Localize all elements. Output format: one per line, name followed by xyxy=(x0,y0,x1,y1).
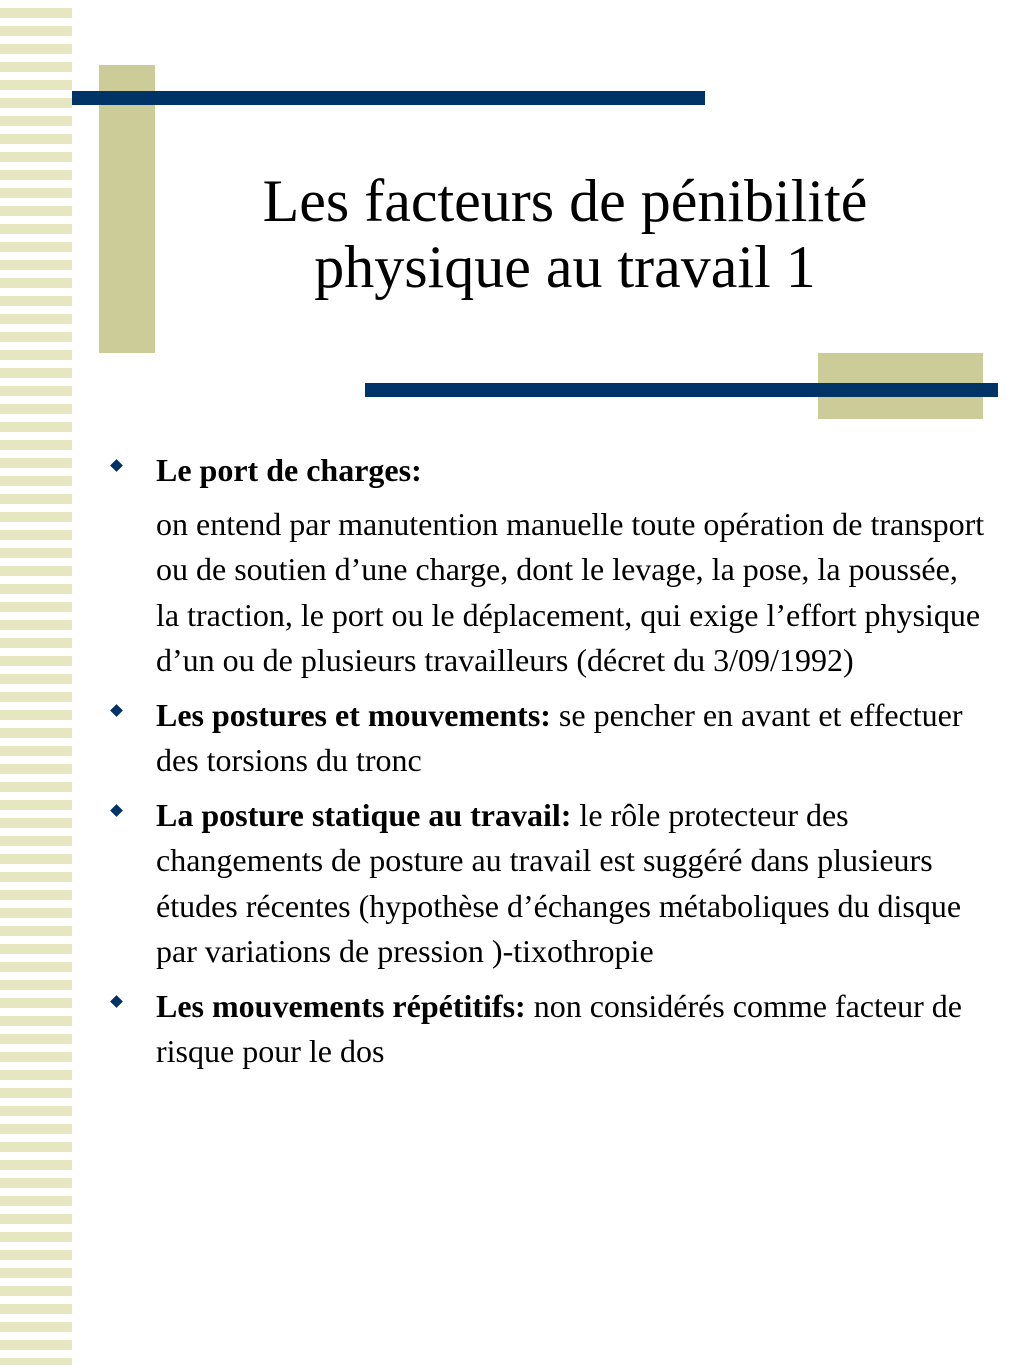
diamond-bullet-icon xyxy=(110,804,123,817)
bullet-item-port-de-charges xyxy=(106,448,986,684)
diamond-bullet-icon xyxy=(110,995,123,1008)
olive-block-left xyxy=(99,65,155,353)
top-navy-bar xyxy=(72,91,705,105)
bullet-heading: Les postures et mouvements: xyxy=(156,696,551,733)
bullet-item-postures-mouvements xyxy=(106,693,986,784)
bullet-heading: Les mouvements répétitifs: xyxy=(156,987,526,1024)
bullet-text: non considérés comme facteur de risque pour le dos xyxy=(156,987,962,1069)
diamond-bullet-icon xyxy=(110,704,123,717)
left-stripe-decoration xyxy=(0,0,72,1365)
bullet-item-mouvements-repetitifs xyxy=(106,984,986,1075)
bullet-text: se pencher en avant et effectuer des torsions du tronc xyxy=(156,696,963,778)
bullet-item-posture-statique xyxy=(106,793,986,975)
diamond-bullet-icon xyxy=(110,459,123,472)
bullet-heading: Le port de charges: xyxy=(156,452,422,488)
bottom-navy-bar xyxy=(365,383,998,397)
slide-title-line-1: Les facteurs de pénibilité xyxy=(262,168,868,234)
bullet-paragraph: on entend par manutention manuelle toute opération de transport ou de soutien d’une charge, dont le levage, la pose, la poussée, la traction, le port ou le déplacement, qui exige l’effort physique d’un ou de plusieurs travailleurs (décret du 3/09/1992) xyxy=(156,505,985,678)
bullet-list xyxy=(106,448,986,1084)
bullet-heading: La posture statique au travail: xyxy=(156,796,572,833)
bullet-text: le rôle protecteur des changements de posture au travail est suggéré dans plusieurs études récentes (hypothèse d’échanges métaboliques du disque par variations de pression )-tixothropie xyxy=(156,796,962,969)
slide-title xyxy=(160,168,970,300)
slide-title-line-2: physique au travail 1 xyxy=(314,234,816,300)
